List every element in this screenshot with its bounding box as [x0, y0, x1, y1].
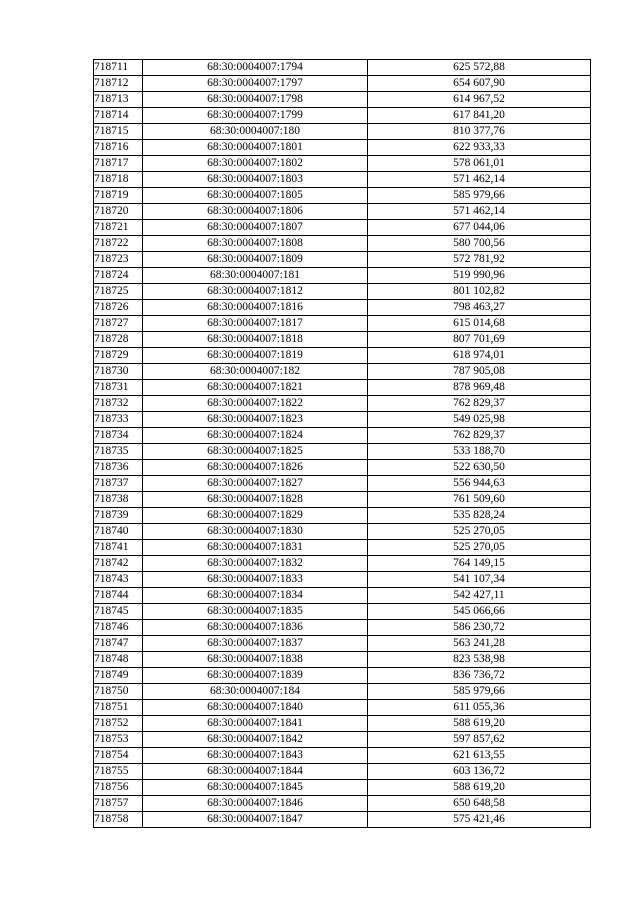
value-cell: 533 188,70: [368, 444, 591, 460]
table-row: [94, 748, 591, 764]
table-row: [94, 140, 591, 156]
row-id-cell: 718711: [94, 60, 143, 76]
cadastral-number-cell: 68:30:0004007:1847: [143, 812, 368, 828]
value-cell: 762 829,37: [368, 396, 591, 412]
cadastral-number-cell: 68:30:0004007:1799: [143, 108, 368, 124]
table-row: [94, 572, 591, 588]
row-id-cell: 718713: [94, 92, 143, 108]
row-id-cell: 718754: [94, 748, 143, 764]
cadastral-number-cell: 68:30:0004007:1825: [143, 444, 368, 460]
table-row: [94, 124, 591, 140]
cadastral-number-cell: 68:30:0004007:1821: [143, 380, 368, 396]
table-row: [94, 92, 591, 108]
row-id-cell: 718753: [94, 732, 143, 748]
value-cell: 556 944,63: [368, 476, 591, 492]
table-row: [94, 604, 591, 620]
table-row: [94, 428, 591, 444]
cadastral-number-cell: 68:30:0004007:184: [143, 684, 368, 700]
value-cell: 650 648,58: [368, 796, 591, 812]
table-row: [94, 316, 591, 332]
row-id-cell: 718729: [94, 348, 143, 364]
row-id-cell: 718721: [94, 220, 143, 236]
table-row: [94, 284, 591, 300]
table-row: [94, 188, 591, 204]
value-cell: 580 700,56: [368, 236, 591, 252]
value-cell: 575 421,46: [368, 812, 591, 828]
value-cell: 585 979,66: [368, 684, 591, 700]
cadastral-number-cell: 68:30:0004007:1797: [143, 76, 368, 92]
cadastral-number-cell: 68:30:0004007:1803: [143, 172, 368, 188]
table-row: [94, 396, 591, 412]
table-row: [94, 764, 591, 780]
cadastral-number-cell: 68:30:0004007:1839: [143, 668, 368, 684]
row-id-cell: 718740: [94, 524, 143, 540]
row-id-cell: 718736: [94, 460, 143, 476]
row-id-cell: 718748: [94, 652, 143, 668]
value-cell: 549 025,98: [368, 412, 591, 428]
cadastral-number-cell: 68:30:0004007:1805: [143, 188, 368, 204]
row-id-cell: 718738: [94, 492, 143, 508]
table-row: [94, 156, 591, 172]
row-id-cell: 718719: [94, 188, 143, 204]
row-id-cell: 718722: [94, 236, 143, 252]
table-row: [94, 700, 591, 716]
table-row: [94, 812, 591, 828]
row-id-cell: 718714: [94, 108, 143, 124]
row-id-cell: 718735: [94, 444, 143, 460]
table-row: [94, 588, 591, 604]
row-id-cell: 718715: [94, 124, 143, 140]
row-id-cell: 718757: [94, 796, 143, 812]
value-cell: 615 014,68: [368, 316, 591, 332]
cadastral-number-cell: 68:30:0004007:1812: [143, 284, 368, 300]
cadastral-number-cell: 68:30:0004007:1837: [143, 636, 368, 652]
cadastral-number-cell: 68:30:0004007:1840: [143, 700, 368, 716]
table-row: [94, 236, 591, 252]
table-row: [94, 476, 591, 492]
table-row: [94, 348, 591, 364]
row-id-cell: 718750: [94, 684, 143, 700]
row-id-cell: 718747: [94, 636, 143, 652]
value-cell: 798 463,27: [368, 300, 591, 316]
value-cell: 535 828,24: [368, 508, 591, 524]
cadastral-number-cell: 68:30:0004007:1824: [143, 428, 368, 444]
cadastral-number-cell: 68:30:0004007:1830: [143, 524, 368, 540]
value-cell: 588 619,20: [368, 716, 591, 732]
row-id-cell: 718742: [94, 556, 143, 572]
cadastral-number-cell: 68:30:0004007:1827: [143, 476, 368, 492]
table-row: [94, 556, 591, 572]
table-row: [94, 76, 591, 92]
value-cell: 597 857,62: [368, 732, 591, 748]
cadastral-number-cell: 68:30:0004007:1843: [143, 748, 368, 764]
value-cell: 836 736,72: [368, 668, 591, 684]
value-cell: 622 933,33: [368, 140, 591, 156]
row-id-cell: 718718: [94, 172, 143, 188]
cadastral-number-cell: 68:30:0004007:1838: [143, 652, 368, 668]
value-cell: 614 967,52: [368, 92, 591, 108]
value-cell: 878 969,48: [368, 380, 591, 396]
records-table: [93, 59, 591, 828]
value-cell: 787 905,08: [368, 364, 591, 380]
cadastral-number-cell: 68:30:0004007:1826: [143, 460, 368, 476]
cadastral-number-cell: 68:30:0004007:1808: [143, 236, 368, 252]
table-row: [94, 668, 591, 684]
row-id-cell: 718727: [94, 316, 143, 332]
cadastral-number-cell: 68:30:0004007:1819: [143, 348, 368, 364]
row-id-cell: 718737: [94, 476, 143, 492]
cadastral-number-cell: 68:30:0004007:1802: [143, 156, 368, 172]
cadastral-number-cell: 68:30:0004007:1841: [143, 716, 368, 732]
table-row: [94, 204, 591, 220]
table-row: [94, 492, 591, 508]
value-cell: 525 270,05: [368, 540, 591, 556]
cadastral-number-cell: 68:30:0004007:1809: [143, 252, 368, 268]
row-id-cell: 718723: [94, 252, 143, 268]
cadastral-number-cell: 68:30:0004007:1831: [143, 540, 368, 556]
value-cell: 823 538,98: [368, 652, 591, 668]
table-row: [94, 524, 591, 540]
value-cell: 617 841,20: [368, 108, 591, 124]
cadastral-number-cell: 68:30:0004007:1798: [143, 92, 368, 108]
table-row: [94, 684, 591, 700]
cadastral-number-cell: 68:30:0004007:1834: [143, 588, 368, 604]
table-row: [94, 268, 591, 284]
table-row: [94, 636, 591, 652]
cadastral-number-cell: 68:30:0004007:1845: [143, 780, 368, 796]
value-cell: 572 781,92: [368, 252, 591, 268]
row-id-cell: 718720: [94, 204, 143, 220]
table-row: [94, 508, 591, 524]
row-id-cell: 718712: [94, 76, 143, 92]
value-cell: 571 462,14: [368, 172, 591, 188]
cadastral-number-cell: 68:30:0004007:1817: [143, 316, 368, 332]
value-cell: 525 270,05: [368, 524, 591, 540]
records-table-body: [94, 60, 591, 828]
table-row: [94, 732, 591, 748]
cadastral-number-cell: 68:30:0004007:1816: [143, 300, 368, 316]
value-cell: 677 044,06: [368, 220, 591, 236]
value-cell: 571 462,14: [368, 204, 591, 220]
table-row: [94, 364, 591, 380]
table-row: [94, 300, 591, 316]
table-row: [94, 172, 591, 188]
cadastral-number-cell: 68:30:0004007:1836: [143, 620, 368, 636]
value-cell: 621 613,55: [368, 748, 591, 764]
table-row: [94, 412, 591, 428]
table-row: [94, 220, 591, 236]
row-id-cell: 718717: [94, 156, 143, 172]
cadastral-number-cell: 68:30:0004007:1794: [143, 60, 368, 76]
value-cell: 519 990,96: [368, 268, 591, 284]
value-cell: 588 619,20: [368, 780, 591, 796]
row-id-cell: 718749: [94, 668, 143, 684]
table-row: [94, 780, 591, 796]
value-cell: 810 377,76: [368, 124, 591, 140]
value-cell: 542 427,11: [368, 588, 591, 604]
value-cell: 764 149,15: [368, 556, 591, 572]
value-cell: 563 241,28: [368, 636, 591, 652]
row-id-cell: 718755: [94, 764, 143, 780]
row-id-cell: 718739: [94, 508, 143, 524]
row-id-cell: 718744: [94, 588, 143, 604]
value-cell: 801 102,82: [368, 284, 591, 300]
value-cell: 611 055,36: [368, 700, 591, 716]
table-row: [94, 716, 591, 732]
table-row: [94, 444, 591, 460]
row-id-cell: 718731: [94, 380, 143, 396]
value-cell: 654 607,90: [368, 76, 591, 92]
cadastral-number-cell: 68:30:0004007:1807: [143, 220, 368, 236]
table-row: [94, 60, 591, 76]
table-row: [94, 460, 591, 476]
table-row: [94, 380, 591, 396]
cadastral-number-cell: 68:30:0004007:180: [143, 124, 368, 140]
cadastral-number-cell: 68:30:0004007:1844: [143, 764, 368, 780]
value-cell: 807 701,69: [368, 332, 591, 348]
value-cell: 762 829,37: [368, 428, 591, 444]
cadastral-number-cell: 68:30:0004007:181: [143, 268, 368, 284]
table-row: [94, 652, 591, 668]
value-cell: 585 979,66: [368, 188, 591, 204]
row-id-cell: 718726: [94, 300, 143, 316]
cadastral-number-cell: 68:30:0004007:1829: [143, 508, 368, 524]
row-id-cell: 718716: [94, 140, 143, 156]
table-row: [94, 108, 591, 124]
value-cell: 541 107,34: [368, 572, 591, 588]
row-id-cell: 718728: [94, 332, 143, 348]
value-cell: 578 061,01: [368, 156, 591, 172]
cadastral-number-cell: 68:30:0004007:1835: [143, 604, 368, 620]
value-cell: 625 572,88: [368, 60, 591, 76]
value-cell: 522 630,50: [368, 460, 591, 476]
row-id-cell: 718756: [94, 780, 143, 796]
cadastral-number-cell: 68:30:0004007:1846: [143, 796, 368, 812]
table-row: [94, 252, 591, 268]
row-id-cell: 718733: [94, 412, 143, 428]
value-cell: 603 136,72: [368, 764, 591, 780]
cadastral-number-cell: 68:30:0004007:182: [143, 364, 368, 380]
value-cell: 761 509,60: [368, 492, 591, 508]
cadastral-number-cell: 68:30:0004007:1832: [143, 556, 368, 572]
table-row: [94, 540, 591, 556]
table-row: [94, 620, 591, 636]
row-id-cell: 718734: [94, 428, 143, 444]
row-id-cell: 718732: [94, 396, 143, 412]
row-id-cell: 718758: [94, 812, 143, 828]
cadastral-number-cell: 68:30:0004007:1801: [143, 140, 368, 156]
cadastral-number-cell: 68:30:0004007:1828: [143, 492, 368, 508]
cadastral-number-cell: 68:30:0004007:1833: [143, 572, 368, 588]
cadastral-number-cell: 68:30:0004007:1842: [143, 732, 368, 748]
row-id-cell: 718741: [94, 540, 143, 556]
row-id-cell: 718751: [94, 700, 143, 716]
cadastral-number-cell: 68:30:0004007:1806: [143, 204, 368, 220]
row-id-cell: 718752: [94, 716, 143, 732]
row-id-cell: 718745: [94, 604, 143, 620]
value-cell: 586 230,72: [368, 620, 591, 636]
row-id-cell: 718730: [94, 364, 143, 380]
row-id-cell: 718725: [94, 284, 143, 300]
row-id-cell: 718746: [94, 620, 143, 636]
table-row: [94, 796, 591, 812]
row-id-cell: 718743: [94, 572, 143, 588]
value-cell: 545 066,66: [368, 604, 591, 620]
cadastral-number-cell: 68:30:0004007:1818: [143, 332, 368, 348]
table-row: [94, 332, 591, 348]
row-id-cell: 718724: [94, 268, 143, 284]
cadastral-number-cell: 68:30:0004007:1823: [143, 412, 368, 428]
cadastral-number-cell: 68:30:0004007:1822: [143, 396, 368, 412]
value-cell: 618 974,01: [368, 348, 591, 364]
